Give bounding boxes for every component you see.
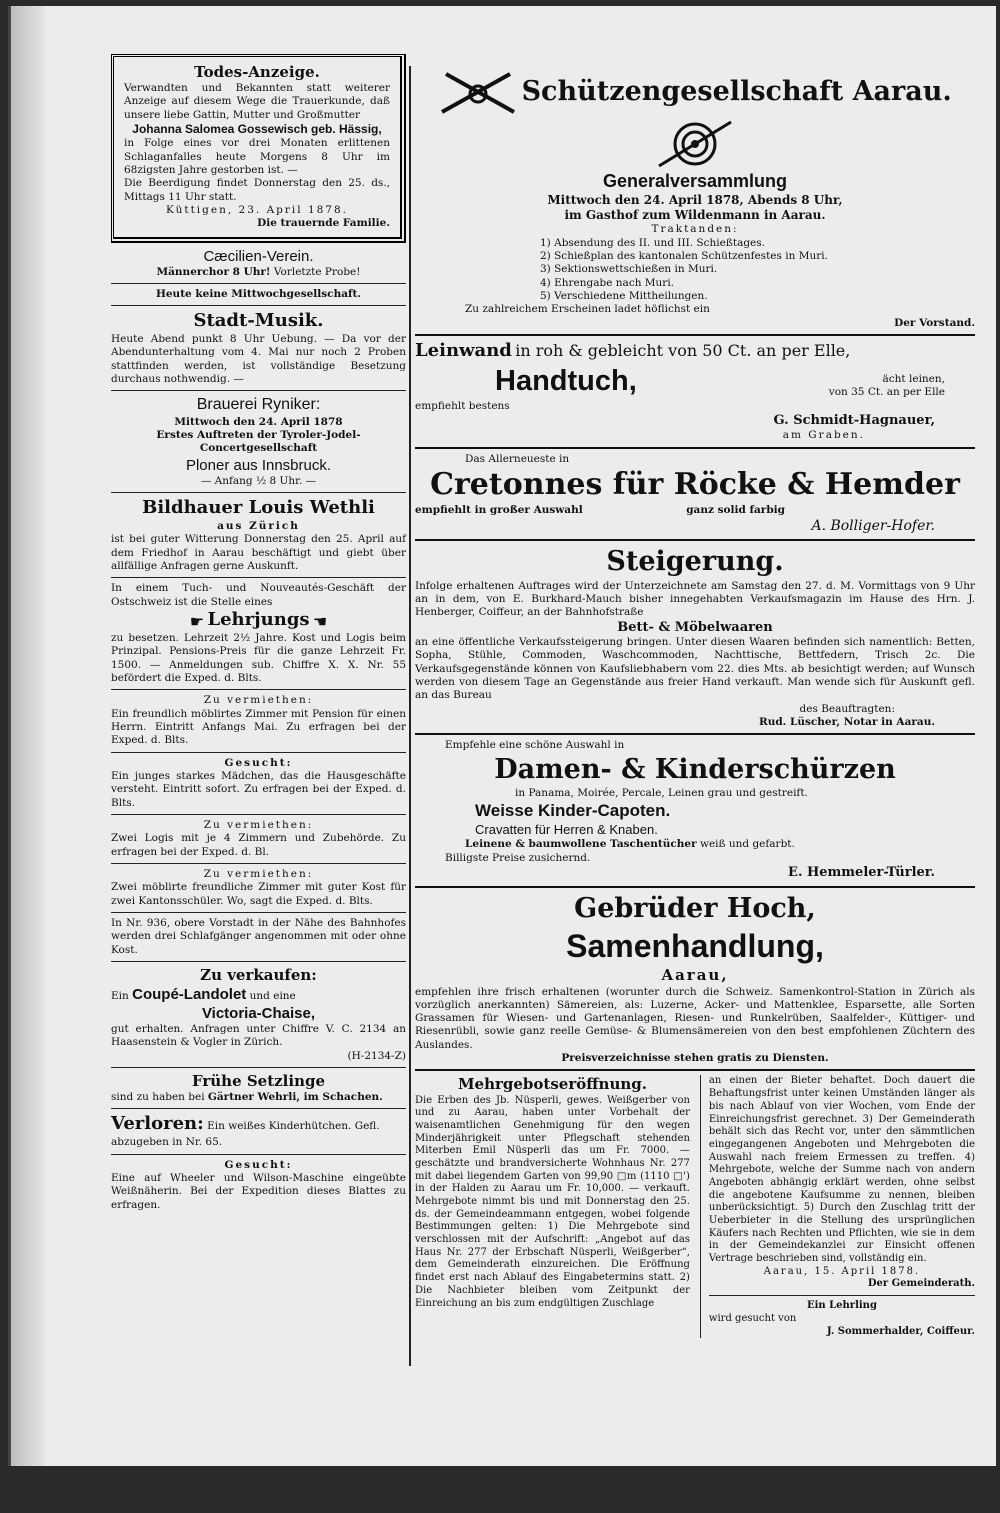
caecilien-line-b: Vorletzte Probe! (273, 265, 361, 278)
crossed-rifles-icon (438, 66, 518, 118)
schuetzen-items (415, 237, 975, 304)
stadtmusik-text: Heute Abend punkt 8 Uhr Uebung. — Da vor der Abendunterhaltung vom 4. Mai nur noch 2 Proben stattfinden werden, ist vollständige Besetzung durchaus nothwendig. — (111, 333, 406, 386)
steigerung-goods: Bett- & Möbelwaaren (617, 619, 773, 635)
gesucht2-title: Gesucht: (224, 1158, 293, 1171)
logis-text: Zwei Logis mit je 4 Zimmern und Zubehörde. Zu erfragen bei der Exped. d. Bl. (111, 832, 406, 858)
steigerung-beauftragter: des Beauftragten: (799, 702, 895, 715)
schuerzen-prices: Billigste Preise zusichernd. (445, 851, 591, 864)
schuetzen-item: 1) Absendung des II. und III. Schießtages. (540, 236, 765, 249)
lehrjung-title: Lehrjungs (207, 608, 310, 630)
death-place: Küttigen, 23. April 1878. (165, 203, 349, 216)
lehrjung-text: zu besetzen. Lehrzeit 2½ Jahre. Kost und Logis beim Prinzipal. Pensions-Preis für die ganze Lehrzeit Fr. 1500. — Anmeldungen sub. Chiffre X. X. Nr. 55 befördert die Exped. d. Blts. (111, 632, 406, 685)
steigerung-title: Steigerung. (606, 546, 784, 578)
verkaufen-ein: Ein (111, 990, 129, 1003)
schuerzen-cravatten: Cravatten für Herren & Knaben. (475, 821, 658, 837)
pointing-hand-left-icon: ☚ (312, 611, 328, 631)
setzlinge-title: Frühe Setzlinge (191, 1072, 326, 1091)
zimmer1-title: Zu vermiethen: (203, 694, 314, 707)
lehrling-title: Ein Lehrling (806, 1300, 877, 1312)
brauerei-text: Erstes Auftreten der Tyroler-Jodel-Concertgesellschaft (156, 429, 361, 455)
schuetzen-item: 2) Schießplan des kantonalen Schützenfestes in Muri. (540, 249, 828, 262)
schuerzen-pre: Empfehle eine schöne Auswahl in (445, 739, 625, 752)
samen-text: empfehlen ihre frisch erhaltenen (worunter durch die Schweiz. Samenkontrol-Station in Zürich als vorzüglich anerkannten) Sämereien, als: Luzerne, Acker- und Mattenklee, Esparsette, alle Sorten Grassamen für Wiesen- und Gartenanlagen, Riesen- und Runkelrüben, Saalfelder-, Küttiger- und Riesenrübli, sowie ganz reelle Gemüse- & Blumensämereien von den best empfohlenen Züchtern des Auslandes. (415, 985, 975, 1051)
schuetzen-invite: Zu zahlreichem Erscheinen ladet höflichst ein (465, 303, 710, 316)
steigerung-signature: Rud. Lüscher, Notar in Aarau. (758, 716, 935, 729)
schuetzen-place: im Gasthof zum Wildenmann in Aarau. (564, 208, 826, 223)
setzlinge-text: sind zu haben bei (111, 1091, 205, 1104)
handtuch-quality: ächt leinen, (882, 372, 945, 385)
death-title: Todes-Anzeige. (194, 63, 320, 81)
newspaper-page (8, 6, 996, 1466)
verkaufen-item-1: Coupé-Landolet (132, 986, 247, 1004)
brauerei-time: — Anfang ½ 8 Uhr. — (200, 474, 317, 487)
verloren-title: Verloren: (111, 1113, 204, 1135)
verkaufen-item-2: Victoria-Chaise, (201, 1005, 316, 1023)
bildhauer-sub: aus Zürich (217, 519, 300, 532)
handtuch-row (415, 363, 975, 400)
target-icon (655, 118, 735, 170)
setzlinge-text-b: Gärtner Wehrli, im Schachen. (207, 1091, 383, 1104)
leinwand-recommend: empfiehlt bestens (415, 399, 510, 412)
lehrjung-intro: In einem Tuch- und Nouveautés-Geschäft der Ostschweiz ist die Stelle eines (111, 582, 406, 608)
mehrgebot-title: Mehrgebotseröffnung. (457, 1075, 647, 1094)
schuerzen-tuecher: Leinene & baumwollene Taschentücher (465, 838, 697, 851)
brauerei-date: Mittwoch den 24. April 1878 (174, 415, 343, 428)
cretonnes-signature: A. Bolliger-Hofer. (811, 517, 935, 534)
brauerei-title: Brauerei Ryniker: (196, 396, 321, 414)
schuerzen-signature: E. Hemmeler-Türler. (788, 865, 935, 881)
schuerzen-tuecher-b: weiß und gefarbt. (699, 838, 795, 851)
caecilien-title: Cæcilien-Verein. (203, 247, 314, 265)
mehrgebot-col-2 (700, 1075, 975, 1338)
samen-place: Aarau, (661, 966, 729, 985)
samen-footer: Preisverzeichnisse stehen gratis zu Diensten. (561, 1052, 829, 1065)
schuerzen-capoten: Weisse Kinder-Capoten. (475, 801, 671, 821)
samen-title: Samenhandlung, (566, 927, 824, 964)
left-column (111, 54, 406, 1212)
mehrgebot-text-2: an einen der Bieter behaftet. Doch dauert die Behaftungsfrist unter keinen Umständen länger als bis nach Ablauf von vier Wochen, vom Ende der Einreichungsfrist gerechnet. 3) Der Gemeinderath behält sich das Recht vor, unter den sämmtlichen eingegangenen Angeboten und Mehrgeboten die Auswahl nach freiem Ermessen zu treffen. 4) Mehrgebote, welche der Summe nach von andern Angeboten abhängig erklärt werden, ohne selbst die angebotene Kaufsumme zu nennen, bleiben unberücksichtigt. 5) Durch den Zuschlag tritt der Ueberbieter in die Stellung des ursprünglichen Käufers nach Rechten und Pflichten, wie sie in dem in der Gemeindekanzlei zur Einsicht offenen Vertrage beschrieben sind, vollständig ein. (708, 1075, 975, 1265)
schuetzen-sub: Generalversammlung (602, 171, 788, 191)
leinwand-signature: G. Schmidt-Hagnauer, (773, 412, 935, 428)
verloren-text: Ein weißes Kinderhütchen. Gefl. abzugeben in Nr. 65. (111, 1120, 380, 1149)
gesucht1-text: Ein junges starkes Mädchen, das die Hausgeschäfte versteht. Eintritt sofort. Zu erfragen bei der Exped. d. Blts. (111, 770, 406, 809)
logis-title: Zu vermiethen: (203, 819, 314, 832)
mehrgebot-text-1: Die Erben des Jb. Nüsperli, gewes. Weißgerber von und zu Aarau, haben unter Vorbehalt der waisenamtlichen Genehmigung für den wegen Minderjährigkeit unter Pflegschaft stehenden Miterben Emil Nüsperli das um Fr. 7000. — geschätzte und brandversicherte Wohnhaus Nr. 277 mit dabei liegendem Garten von 99,90 □m (1110 □') in der Halden zu Aarau um Fr. 10,000. — verkauft. Mehrgebote nimmt bis und mit Donnerstag den 25. ds. der Gemeindeammann entgegen, wobei folgende Bestimmungen gelten: 1) Die Mehrgebote sind verschlossen mit der Aufschrift: „Angebot auf das Haus Nr. 277 der Erbschaft Nüsperli, Weißgerber“, dem Gemeinderath einzureichen. Die Eröffnung findet erst nach Ablauf des Eingabetermins statt. 2) Die Nachbieter bleiben vom Zeitpunkt der Einreichung an bis zum endgültigen Zuschlage (415, 1094, 690, 1309)
schuetzen-item: 5) Verschiedene Mittheilungen. (540, 289, 708, 302)
gesucht2-text: Eine auf Wheeler und Wilson-Maschine eingeübte Weißnäherin. Bei der Expedition dieses Blattes zu erfragen. (111, 1172, 406, 1211)
leinwand-address: am Graben. (782, 429, 865, 442)
zimmer1-text: Ein freundlich möblirtes Zimmer mit Pension für einen Herrn. Eintritt Anfangs Mai. Zu erfragen bei der Exped. d. Blts. (111, 707, 406, 747)
death-notice (111, 54, 406, 243)
cretonnes-text: empfiehlt in großer Auswahl (415, 504, 583, 517)
leinwand-price: in roh & gebleicht von 50 Ct. an per Elle, (515, 340, 851, 360)
cretonnes-title: Cretonnes für Röcke & Hemder (430, 467, 960, 503)
column-divider (409, 66, 411, 1366)
page-edge (11, 6, 45, 1466)
schuetzen-item: 4) Ehrengabe nach Muri. (540, 276, 675, 289)
mehrgebot-place: Aarau, 15. April 1878. (763, 1265, 921, 1277)
death-name: Johanna Salomea Gossewisch geb. Hässig, (132, 122, 382, 137)
caecilien-line: Männerchor 8 Uhr! (156, 265, 271, 278)
death-text: Verwandten und Bekannten statt weiterer Anzeige auf diesem Wege die Trauerkunde, daß unsere liebe Gattin, Mutter und Großmutter (124, 82, 390, 121)
verkaufen-code: (H-2134-Z) (347, 1049, 406, 1062)
mehrgebot-signature: Der Gemeinderath. (867, 1278, 975, 1290)
stadtmusik-title: Stadt-Musik. (193, 310, 324, 332)
lehrling-signature: J. Sommerhalder, Coiffeur. (826, 1325, 975, 1337)
schuetzen-header (415, 66, 975, 170)
bildhauer-title: Bildhauer Louis Wethli (142, 497, 375, 519)
bildhauer-text: ist bei guter Witterung Donnerstag den 25. April auf dem Friedhof in Aarau beschäftigt und giebt über allfällige Anfragen gerne Auskunft. (111, 533, 406, 572)
death-text-3: Die Beerdigung findet Donnerstag den 25. ds., Mittags 11 Uhr statt. (124, 177, 390, 203)
lehrling-text: wird gesucht von (708, 1312, 797, 1324)
pointing-hand-right-icon: ☛ (189, 611, 205, 631)
steigerung-text: Infolge erhaltenen Auftrages wird der Unterzeichnete am Samstag den 27. d. M. Vormittags von 9 Uhr an in dem, von E. Burkhard-Mauch bisher innegehabten Verkaufsmagazin im Hause des Hrn. J. Henberger, Coiffeur, an der Bahnhofstraße (415, 579, 975, 619)
cretonnes-row (415, 504, 975, 517)
schuetzen-item: 3) Sektionswettschießen in Muri. (540, 263, 718, 276)
leinwand-title: Leinwand (415, 339, 512, 361)
death-signature: Die trauernde Familie. (257, 217, 390, 230)
schuerzen-materials: in Panama, Moirée, Percale, Leinen grau und gestreift. (515, 786, 808, 799)
verkaufen-und: und eine (249, 990, 296, 1003)
schuerzen-title: Damen- & Kinderschürzen (494, 753, 896, 785)
death-text-2: in Folge eines vor drei Monaten erlittenen Schlaganfalles heute Morgens 8 Uhr im 68zigsten Jahre gestorben ist. — (124, 137, 390, 176)
zimmer2-title: Zu vermiethen: (203, 868, 314, 881)
zimmer2-text: Zwei möblirte freundliche Zimmer mit guter Kost für zwei Kantonsschüler. Wo, sagt die Exped. d. Blts. (111, 881, 406, 907)
gesucht1-title: Gesucht: (224, 756, 293, 769)
right-column (415, 66, 975, 1338)
mittwoch-notice: Heute keine Mittwochgesellschaft. (155, 287, 362, 300)
samen-firm: Gebrüder Hoch, (574, 892, 816, 924)
cretonnes-pre: Das Allerneueste in (465, 452, 570, 465)
cretonnes-quality: ganz solid farbig (686, 504, 785, 517)
schuetzen-traktanden: Traktanden: (651, 223, 739, 236)
steigerung-text-2: an eine öffentliche Verkaufssteigerung bringen. Unter diesen Waaren befinden sich namentlich: Betten, Sopha, Stühle, Commoden, Waschcommoden, Nachttische, Bettfedern, Trisch 2c. Die Verkaufsgegenstände können von Kaufsliebhabern vom 22. dies Mts. ab besichtigt werden; auf Wunsch werden von diesem Tage an Gegenstände aus freier Hand verkauft. Man wende sich für Auskunft gefl. an das Bureau (415, 636, 975, 702)
schuetzen-title: Schützengesellschaft Aarau. (521, 75, 952, 107)
mehrgebot-col-1 (415, 1075, 690, 1338)
schlafgaenger-text: In Nr. 936, obere Vorstadt in der Nähe des Bahnhofes werden drei Schlafgänger angenommen mit oder ohne Kost. (111, 917, 406, 956)
schuetzen-signature: Der Vorstand. (894, 316, 975, 329)
handtuch-price: von 35 Ct. an per Elle (828, 386, 945, 399)
handtuch-title: Handtuch, (495, 364, 637, 397)
verkaufen-text: gut erhalten. Anfragen unter Chiffre V. C. 2134 an Haasenstein & Vogler in Zürich. (111, 1023, 406, 1049)
mehrgebot-section (415, 1075, 975, 1338)
verkaufen-title: Zu verkaufen: (200, 965, 317, 984)
brauerei-name: Ploner aus Innsbruck. (185, 456, 332, 474)
schuetzen-date: Mittwoch den 24. April 1878, Abends 8 Uhr, (547, 192, 843, 207)
